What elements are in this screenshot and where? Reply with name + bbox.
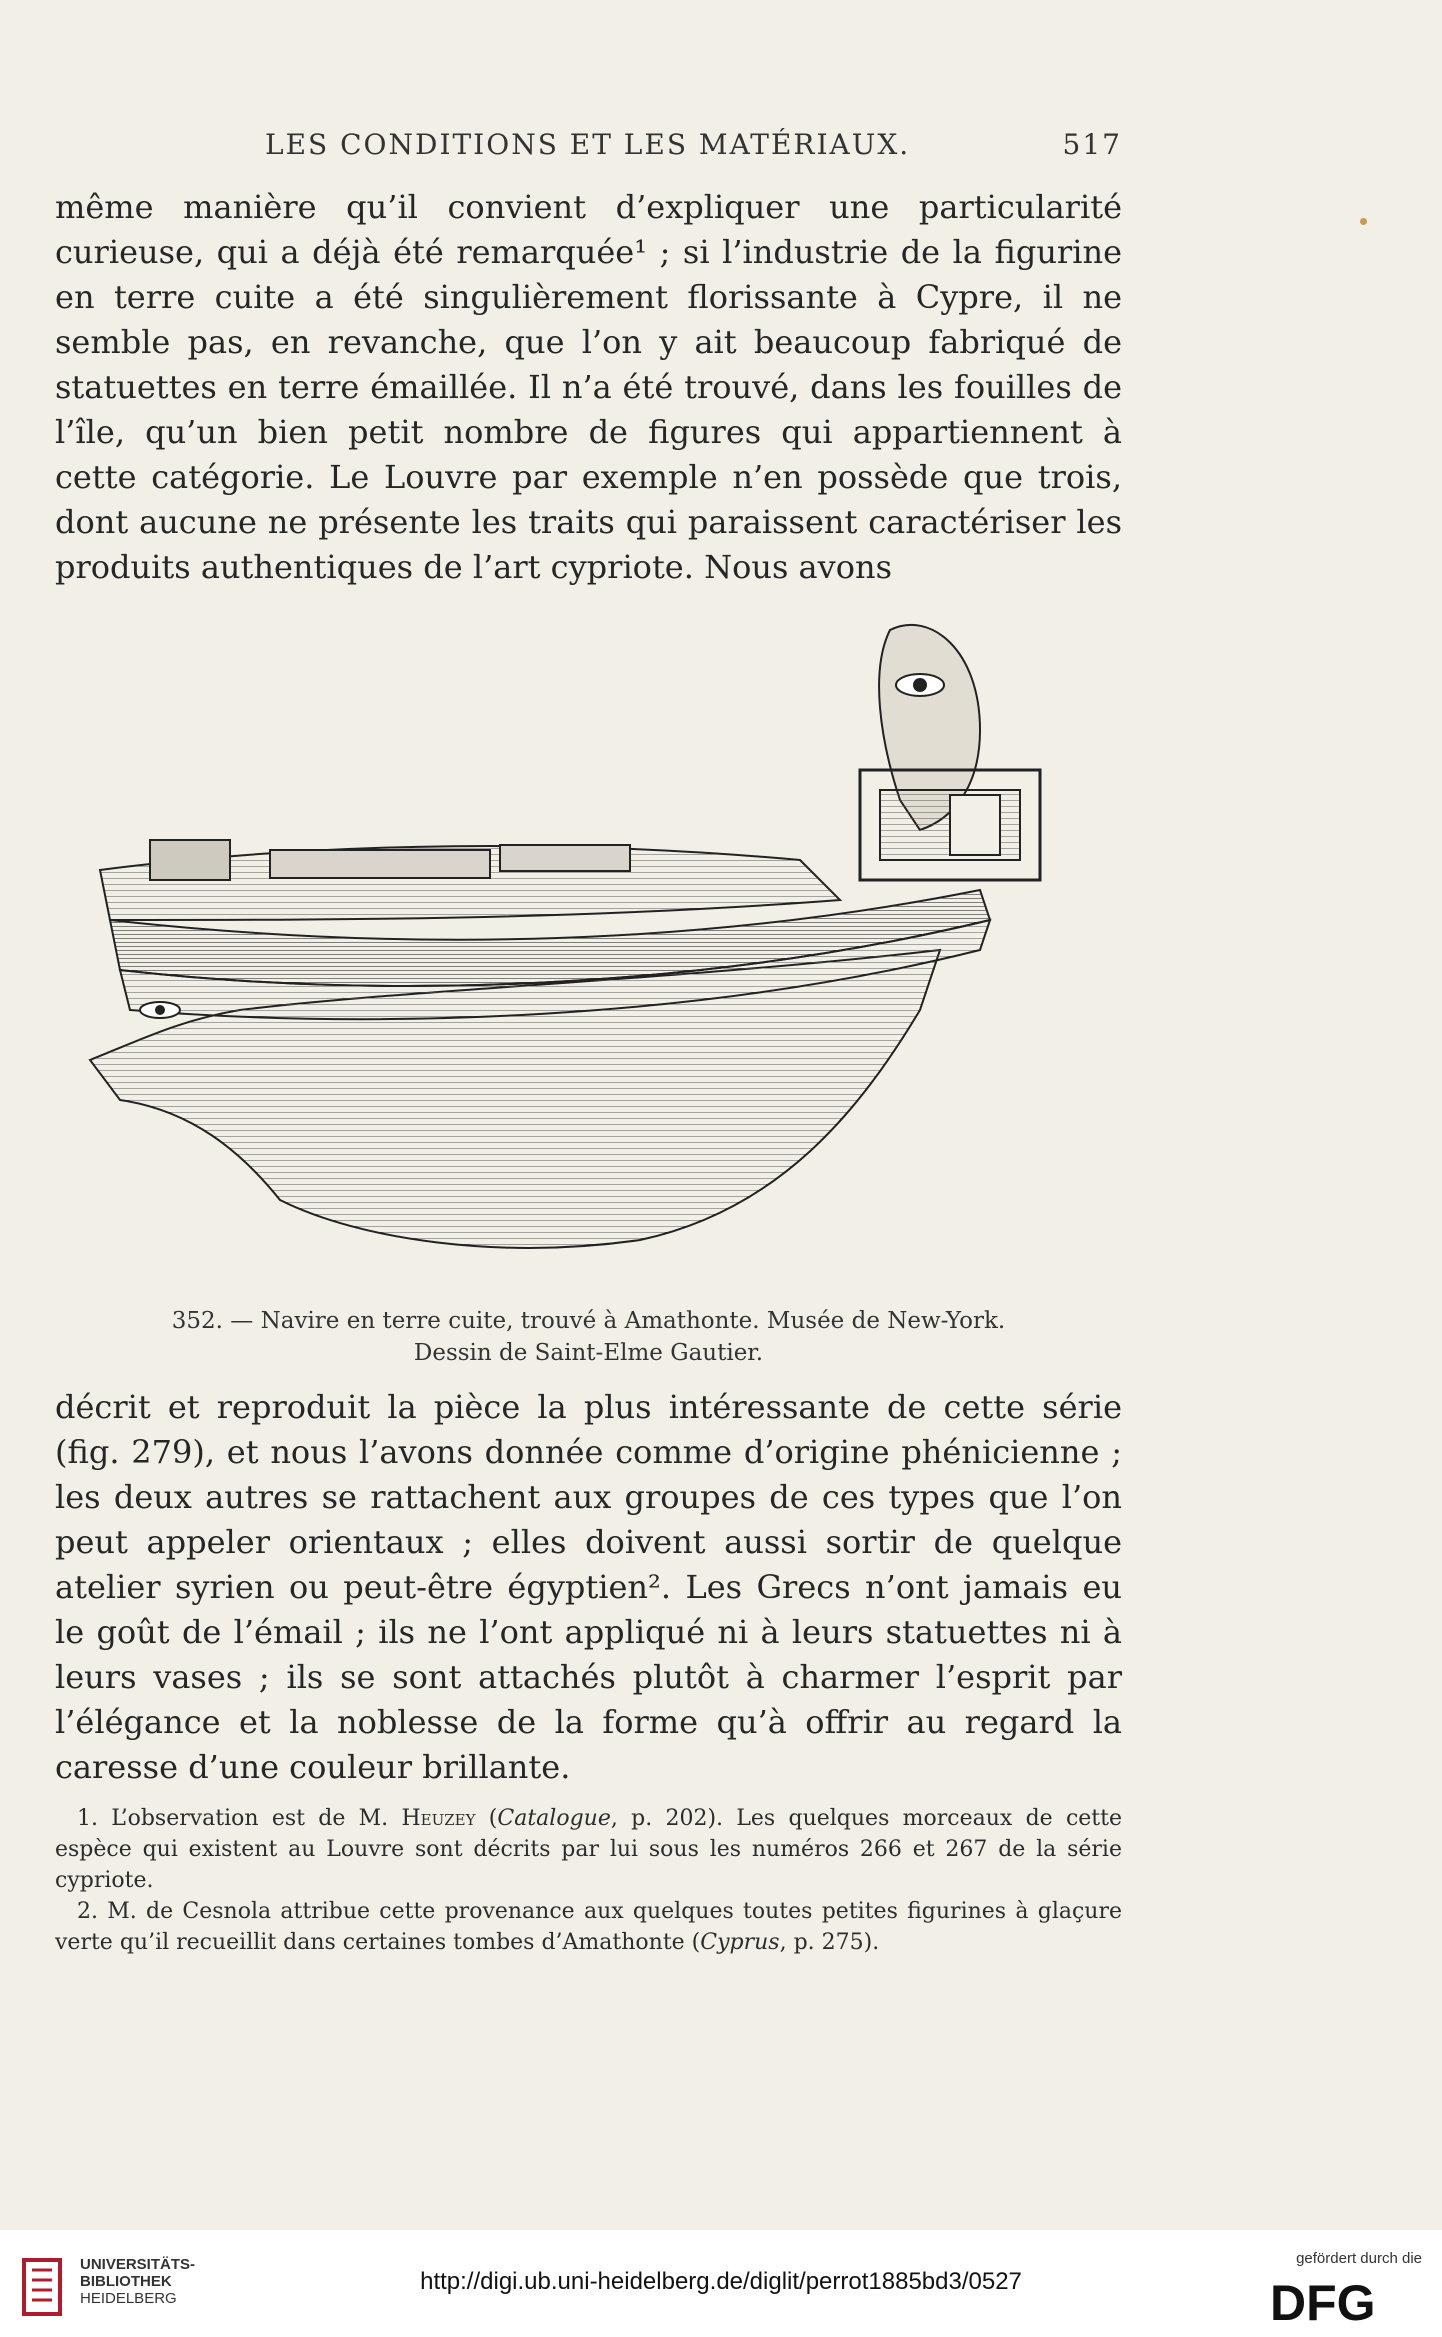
svg-text:DFG: DFG — [1270, 2276, 1376, 2326]
figure-caption — [55, 1305, 1122, 1369]
paragraph-2: décrit et reproduit la pièce la plus intéressante de cette série (fig. 279), et nous l’avons donnée comme d’origine phénicienne ; les deux autres se rattachent aux groupes de ces types que l’on peut appeler orientaux ; elles doivent aussi sortir de quelque atelier syrien ou peut-être égyptien². Les Grecs n’ont jamais eu le goût de l’émail ; ils ne l’ont appliqué ni à leurs statuettes ni à leurs vases ; ils se sont attachés plutôt à charmer l’esprit par l’élégance et la noblesse de la forme qu’à offrir au regard la caresse d’une couleur brillante. — [55, 1388, 1122, 1786]
footnote-1: 1. L’observation est de M. Heuzey (Catalogue, p. 202). Les quelques morceaux de cette espèce qui existent au Louvre sont décrits par lui sous les numéros 266 et 267 de la série cypriote. — [55, 1806, 1122, 1893]
paragraph-1: même manière qu’il convient d’expliquer une particularité curieuse, qui a déjà été remarquée¹ ; si l’industrie de la figurine en terre cuite a été singulièrement florissante à Cypre, il ne semble pas, en revanche, que l’on y ait beaucoup fabriqué de statuettes en terre émaillée. Il n’a été trouvé, dans les fouilles de l’île, qu’un bien petit nombre de figures qui appartiennent à cette catégorie. Le Louvre par exemple n’en possède que trois, dont aucune ne présente les traits qui paraissent caractériser les produits authentiques de l’art cypriote. Nous avons — [55, 188, 1122, 586]
footnote-2: 2. M. de Cesnola attribue cette provenance aux quelques toutes petites figurines à glaçure verte qu’il recueillit dans certaines tombes d’Amathonte (Cyprus, p. 275). — [55, 1899, 1122, 1955]
caption-line-1: 352. — Navire en terre cuite, trouvé à Amathonte. Musée de New-York. — [171, 1308, 1006, 1334]
funding-label: gefördert durch die — [1296, 2250, 1422, 2267]
caption-line-2: Dessin de Saint-Elme Gautier. — [413, 1340, 764, 1366]
dfg-logo — [1270, 2276, 1420, 2326]
ship-illustration — [80, 590, 1080, 1270]
page-number: 517 — [1062, 128, 1122, 161]
page-stain — [1360, 218, 1367, 225]
running-title: LES CONDITIONS ET LES MATÉRIAUX. — [265, 128, 911, 161]
footnotes — [55, 1803, 1122, 1958]
permalink-url[interactable]: http://digi.ub.uni-heidelberg.de/diglit/perrot1885bd3/0527 — [420, 2268, 1022, 2295]
library-name: UNIVERSITÄTS- BIBLIOTHEK HEIDELBERG — [80, 2256, 196, 2307]
